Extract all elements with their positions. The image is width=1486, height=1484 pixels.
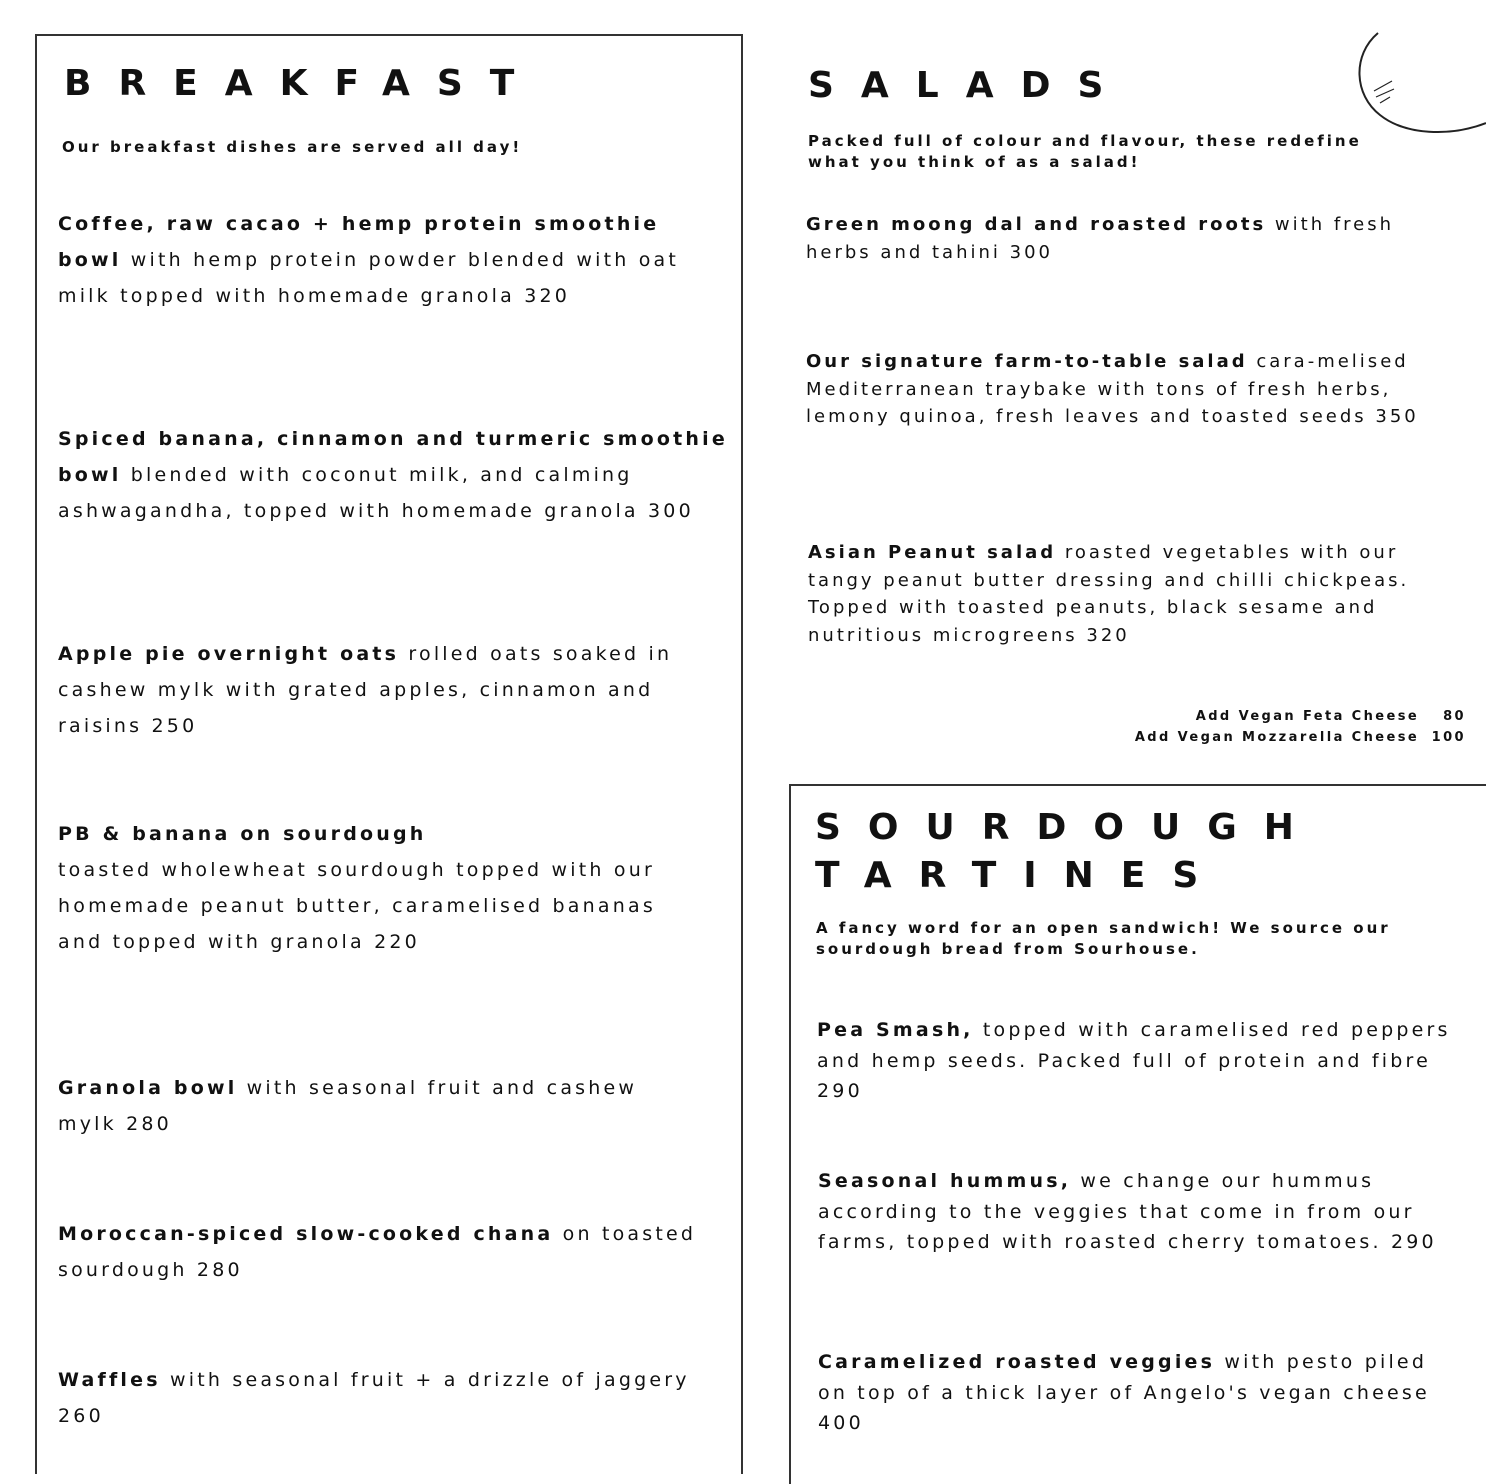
item-desc: roasted vegetables with our tangy peanut butter dressing and chilli chickpeas. Topped with toasted peanuts, black sesame and nutritious microgreens 320 [808, 542, 1410, 646]
tartines-subtitle: A fancy word for an open sandwich! We source our sourdough bread from Sourhouse. [816, 919, 1391, 958]
salads-title: SALADS [808, 65, 1131, 106]
item-name: Green moong dal and roasted roots [806, 214, 1267, 235]
item-desc: we change our hummus according to the veggies that come in from our farms, topped with roasted cherry tomatoes. 290 [818, 1170, 1437, 1253]
addon-row [1135, 727, 1466, 748]
addon-label: Add Vegan Mozzarella Cheese [1134, 730, 1420, 745]
item-name: Coffee, raw cacao + hemp protein smoothie bowl [58, 213, 660, 271]
item-desc: toasted wholewheat sourdough topped with our homemade peanut butter, caramelised bananas and topped with granola 220 [58, 859, 656, 953]
salad-addons [1135, 706, 1466, 748]
breakfast-item [58, 816, 698, 960]
item-desc: blended with coconut milk, and calming ashwagandha, topped with homemade granola 300 [58, 464, 694, 522]
item-desc: topped with caramelised red peppers and hemp seeds. Packed full of protein and fibre 290 [817, 1019, 1451, 1102]
item-desc: cara-melised Mediterranean traybake with tons of fresh herbs, lemony quinoa, fresh leaves and toasted seeds 350 [806, 351, 1419, 427]
item-desc: on toasted sourdough 280 [58, 1223, 697, 1281]
item-name: Spiced banana, cinnamon and turmeric smoothie bowl [58, 428, 728, 486]
salads-subtitle: Packed full of colour and flavour, these redefine what you think of as a salad! [808, 132, 1362, 171]
breakfast-item [58, 1216, 728, 1288]
item-desc: with seasonal fruit + a drizzle of jaggery 260 [58, 1369, 690, 1427]
item-name: PB & banana on sourdough [58, 823, 427, 845]
scribble-logo-icon [1350, 25, 1486, 145]
item-name: Pea Smash, [817, 1019, 974, 1041]
item-desc: with fresh herbs and tahini 300 [806, 214, 1395, 263]
tartine-item [818, 1347, 1458, 1439]
item-desc: rolled oats soaked in cashew mylk with grated apples, cinnamon and raisins 250 [58, 643, 673, 737]
breakfast-title: BREAKFAST [64, 63, 542, 104]
item-desc: with pesto piled on top of a thick layer of Angelo's vegan cheese 400 [818, 1351, 1430, 1434]
breakfast-item [58, 206, 728, 314]
tartines-title-line2: TARTINES [815, 855, 1226, 896]
item-name: Apple pie overnight oats [58, 643, 400, 665]
item-name: Our signature farm-to-table salad [806, 351, 1248, 372]
breakfast-item [58, 1070, 698, 1142]
tartine-item [817, 1015, 1467, 1107]
addon-price: 80 [1443, 709, 1466, 724]
item-name: Moroccan-spiced slow-cooked chana [58, 1223, 554, 1245]
item-name: Asian Peanut salad [808, 542, 1057, 563]
addon-label: Add Vegan Feta Cheese [1195, 709, 1420, 724]
item-desc: with seasonal fruit and cashew mylk 280 [58, 1077, 638, 1135]
tartine-item [818, 1166, 1478, 1258]
breakfast-item [58, 421, 728, 529]
salad-item [806, 211, 1456, 266]
breakfast-item [58, 636, 678, 744]
item-desc: with hemp protein powder blended with oat milk topped with homemade granola 320 [58, 249, 680, 307]
addon-row [1135, 706, 1466, 727]
salad-item [806, 348, 1466, 431]
breakfast-item [58, 1362, 728, 1434]
breakfast-subtitle: Our breakfast dishes are served all day! [62, 138, 523, 156]
salad-item [808, 539, 1473, 649]
item-name: Waffles [58, 1369, 161, 1391]
item-name: Seasonal hummus, [818, 1170, 1072, 1192]
tartines-title-line1: SOURDOUGH [815, 807, 1321, 848]
item-name: Granola bowl [58, 1077, 238, 1099]
item-name: Caramelized roasted veggies [818, 1351, 1216, 1373]
addon-price: 100 [1431, 730, 1466, 745]
